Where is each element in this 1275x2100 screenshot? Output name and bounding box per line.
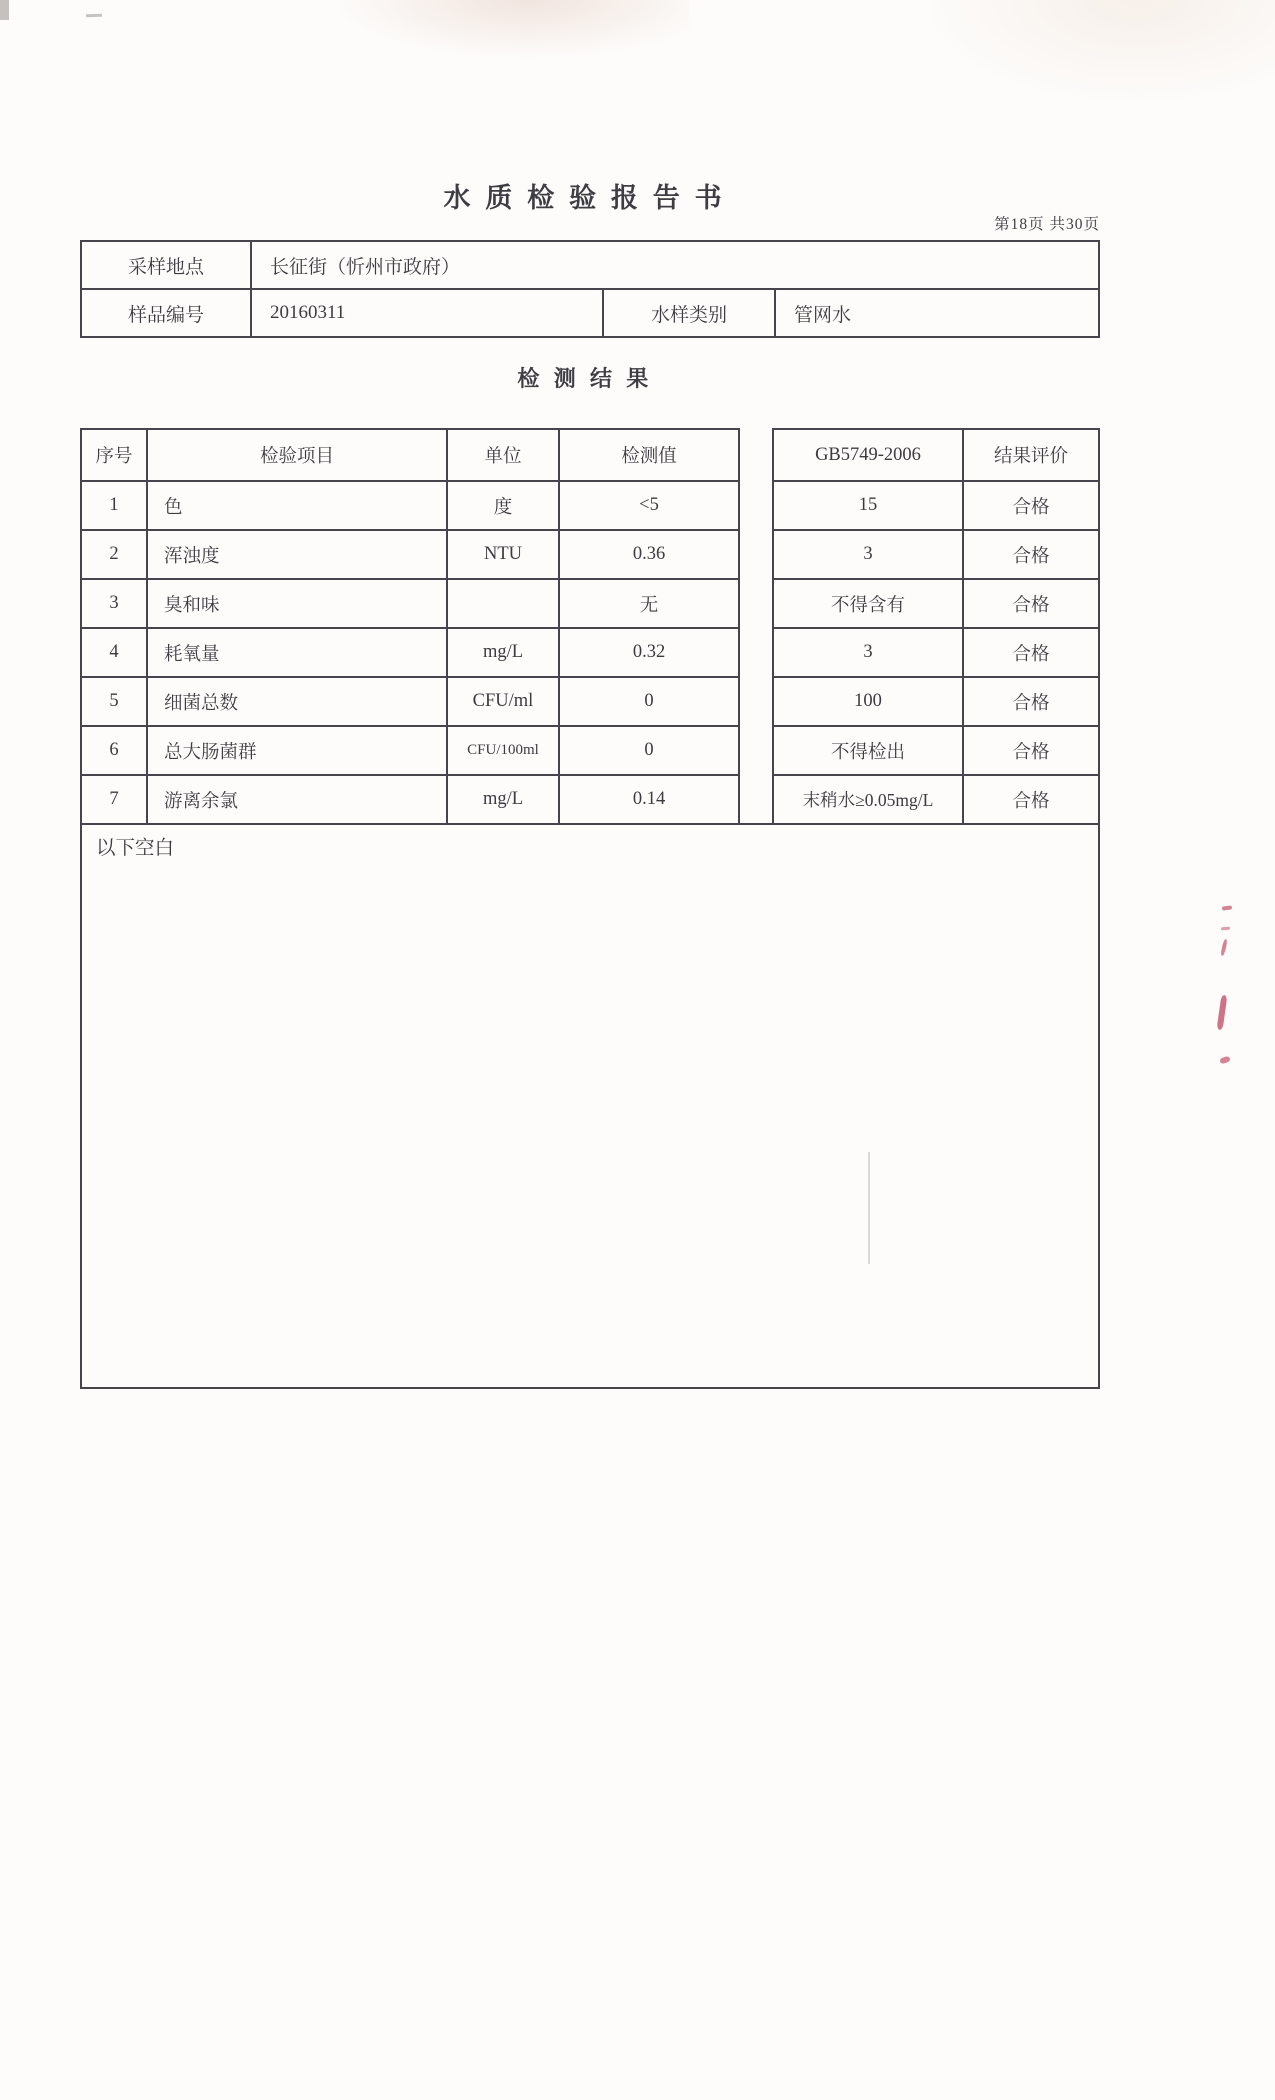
row-no: 2	[109, 544, 119, 564]
row-evaluation: 合格	[962, 629, 1098, 676]
water-type-label: 水样类别	[602, 290, 774, 336]
sample-info-table	[80, 240, 1100, 338]
header-item: 检验项目	[146, 430, 446, 480]
row-value: 0	[558, 678, 738, 725]
row-no: 1	[109, 495, 119, 515]
row-standard: 3	[863, 642, 873, 662]
results-tables	[80, 428, 1100, 823]
scan-smudge	[330, 0, 690, 60]
row-item: 臭和味	[146, 580, 446, 627]
row-standard: 末稍水≥0.05mg/L	[802, 790, 934, 810]
scan-artifact	[0, 0, 9, 20]
row-evaluation: 合格	[962, 727, 1098, 774]
water-type-value: 管网水	[774, 290, 1098, 336]
scan-artifact	[868, 1152, 870, 1264]
result-row	[82, 627, 738, 676]
row-value: 0.32	[558, 629, 738, 676]
scan-artifact	[86, 14, 102, 18]
row-evaluation: 合格	[962, 531, 1098, 578]
row-value: 0	[558, 727, 738, 774]
row-standard: 3	[863, 544, 873, 564]
result-row	[82, 774, 738, 823]
row-unit: mg/L	[446, 776, 558, 823]
result-row	[774, 676, 1098, 725]
row-item: 色	[146, 482, 446, 529]
results-table-left	[80, 428, 740, 823]
header-no: 序号	[95, 447, 133, 467]
red-pen-mark	[1221, 927, 1230, 931]
header-evaluation: 结果评价	[962, 430, 1098, 480]
row-evaluation: 合格	[962, 678, 1098, 725]
row-value: <5	[558, 482, 738, 529]
results-table-right	[772, 428, 1100, 823]
row-no: 7	[109, 789, 119, 809]
row-evaluation: 合格	[962, 580, 1098, 627]
header-value: 检测值	[558, 430, 738, 480]
row-value: 无	[558, 580, 738, 627]
row-unit: NTU	[446, 531, 558, 578]
row-unit: 度	[446, 482, 558, 529]
red-pen-mark	[1219, 1056, 1230, 1065]
result-row	[82, 480, 738, 529]
row-item: 耗氧量	[146, 629, 446, 676]
result-row	[82, 578, 738, 627]
row-standard: 不得检出	[830, 742, 905, 763]
row-unit: CFU/100ml	[446, 727, 558, 774]
result-row	[774, 627, 1098, 676]
red-pen-mark	[1217, 995, 1228, 1030]
sample-location-label: 采样地点	[127, 256, 204, 278]
row-evaluation: 合格	[962, 482, 1098, 529]
header-unit: 单位	[446, 430, 558, 480]
sample-location-row	[82, 242, 1098, 288]
row-standard: 15	[858, 495, 878, 515]
row-standard: 不得含有	[830, 595, 905, 616]
result-row	[774, 578, 1098, 627]
row-evaluation: 合格	[962, 776, 1098, 823]
blank-note: 以下空白	[96, 838, 175, 859]
sample-number-label: 样品编号	[127, 304, 204, 326]
results-header-row	[82, 430, 738, 480]
row-value: 0.14	[558, 776, 738, 823]
result-row	[82, 725, 738, 774]
sample-number-value: 20160311	[250, 290, 602, 336]
header-standard: GB5749-2006	[815, 444, 921, 465]
result-row	[82, 529, 738, 578]
table-gap	[740, 428, 772, 823]
result-row	[774, 725, 1098, 774]
row-no: 4	[109, 642, 119, 662]
blank-area	[80, 823, 1100, 1389]
page-number: 第18页 共30页	[994, 216, 1100, 233]
sample-number-row	[82, 288, 1098, 336]
section-title: 检测结果	[517, 366, 663, 391]
result-row	[774, 480, 1098, 529]
scan-smudge	[930, 0, 1275, 100]
row-item: 总大肠菌群	[146, 727, 446, 774]
results-header-row	[774, 430, 1098, 480]
row-unit: mg/L	[446, 629, 558, 676]
red-pen-mark	[1222, 905, 1232, 910]
row-no: 6	[109, 740, 119, 760]
page-title: 水质检验报告书	[443, 183, 737, 213]
row-no: 5	[109, 691, 119, 711]
result-row	[82, 676, 738, 725]
row-item: 游离余氯	[146, 776, 446, 823]
row-value: 0.36	[558, 531, 738, 578]
red-pen-mark	[1220, 939, 1228, 956]
sample-location-value: 长征街（忻州市政府）	[250, 242, 1098, 288]
result-row	[774, 529, 1098, 578]
row-no: 3	[109, 593, 119, 613]
row-unit	[446, 580, 558, 627]
row-standard: 100	[854, 691, 882, 711]
row-item: 浑浊度	[146, 531, 446, 578]
row-unit: CFU/ml	[446, 678, 558, 725]
result-row	[774, 774, 1098, 823]
row-item: 细菌总数	[146, 678, 446, 725]
